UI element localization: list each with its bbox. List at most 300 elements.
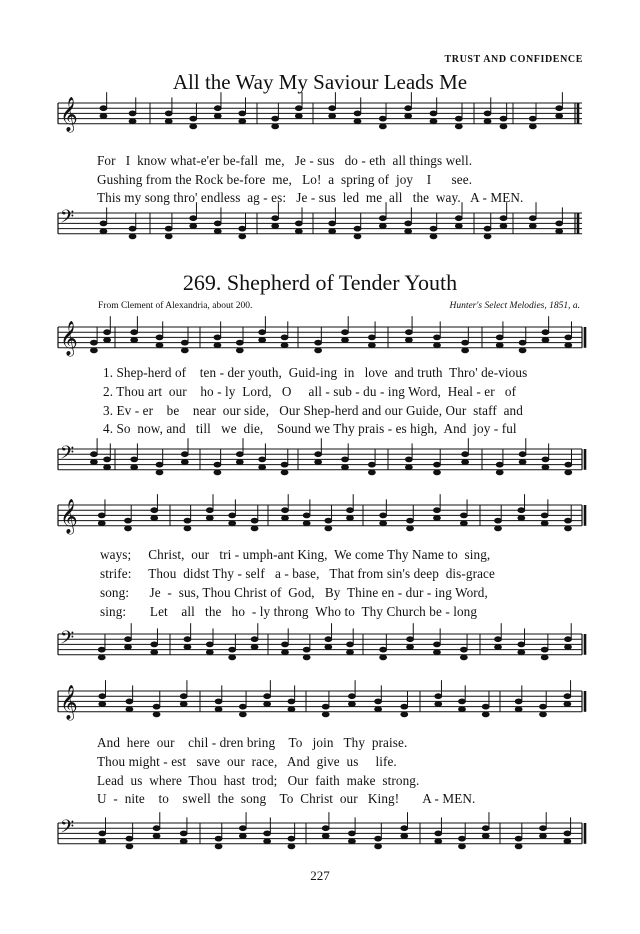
note-head	[500, 224, 507, 229]
note-head	[519, 340, 526, 345]
system3-verse-4: U - nite to swell the song To Christ our King! A - MEN.	[97, 791, 476, 806]
note-head	[556, 106, 563, 111]
note-head	[315, 348, 322, 353]
note-head	[104, 330, 111, 335]
note-head	[482, 826, 489, 831]
note-head	[215, 707, 222, 712]
note-head	[251, 637, 258, 642]
note-head	[98, 655, 105, 660]
note-head	[405, 229, 412, 234]
note-head	[435, 702, 442, 707]
note-head	[455, 116, 462, 121]
system2-verse-3: song: Je - sus, Thou Christ of God, By Thine en - dur - ing Word,	[100, 585, 488, 600]
note-head	[236, 340, 243, 345]
note-head	[325, 645, 332, 650]
note-head	[214, 106, 221, 111]
note-head	[455, 216, 462, 221]
note-head	[206, 642, 213, 647]
note-head	[460, 513, 467, 518]
note-head	[100, 221, 107, 226]
note-head	[100, 114, 107, 119]
note-head	[125, 526, 132, 531]
note-head	[153, 704, 160, 709]
note-head	[214, 221, 221, 226]
note-head	[368, 343, 375, 348]
note-head	[259, 330, 266, 335]
note-head	[564, 694, 571, 699]
note-head	[98, 521, 105, 526]
note-head	[288, 699, 295, 704]
note-head	[519, 452, 526, 457]
system3-verse-2: Thou might - est save our race, And give us life.	[97, 754, 397, 769]
note-head	[151, 650, 158, 655]
treble-clef-icon: 𝄞	[60, 97, 78, 132]
note-head	[405, 330, 412, 335]
note-head	[281, 470, 288, 475]
note-head	[405, 457, 412, 462]
note-head	[239, 226, 246, 231]
note-head	[347, 508, 354, 513]
note-head	[434, 650, 441, 655]
note-head	[215, 699, 222, 704]
note-head	[482, 712, 489, 717]
note-head	[151, 642, 158, 647]
note-head	[104, 465, 111, 470]
note-head	[495, 637, 502, 642]
note-head	[214, 335, 221, 340]
note-head	[435, 831, 442, 836]
note-head	[295, 114, 302, 119]
note-head	[434, 462, 441, 467]
note-head	[430, 119, 437, 124]
note-head	[214, 114, 221, 119]
note-head	[239, 704, 246, 709]
note-head	[518, 508, 525, 513]
note-head	[354, 111, 361, 116]
note-head	[565, 645, 572, 650]
note-head	[540, 834, 547, 839]
note-head	[184, 526, 191, 531]
note-head	[495, 526, 502, 531]
system1-verse-2: 2. Thou art our ho - ly Lord, O all - sub - du - ing Word, Heal - er of	[103, 384, 517, 399]
note-head	[126, 699, 133, 704]
note-head	[405, 114, 412, 119]
note-head	[434, 508, 441, 513]
note-head	[482, 704, 489, 709]
note-head	[322, 712, 329, 717]
note-head	[126, 844, 133, 849]
note-head	[462, 348, 469, 353]
note-head	[529, 116, 536, 121]
note-head	[190, 224, 197, 229]
note-head	[91, 460, 98, 465]
note-head	[541, 513, 548, 518]
note-head	[91, 348, 98, 353]
note-head	[329, 106, 336, 111]
note-head	[354, 226, 361, 231]
note-head	[349, 694, 356, 699]
note-head	[272, 124, 279, 129]
note-head	[541, 647, 548, 652]
note-head	[181, 340, 188, 345]
note-head	[264, 839, 271, 844]
note-head	[518, 516, 525, 521]
note-head	[405, 338, 412, 343]
note-head	[184, 645, 191, 650]
note-head	[239, 234, 246, 239]
hymn-268-lyric-verse-3: This my song thro' endless ag - es: Je - sus led me all the way. A - MEN.	[97, 190, 524, 205]
note-head	[459, 844, 466, 849]
system1-verse-1: 1. Shep-herd of ten - der youth, Guid-ing in love and truth Thro' de-vious	[103, 365, 528, 380]
note-head	[180, 839, 187, 844]
note-head	[236, 452, 243, 457]
note-head	[282, 508, 289, 513]
note-head	[156, 343, 163, 348]
note-head	[529, 124, 536, 129]
note-head	[434, 335, 441, 340]
note-head	[153, 834, 160, 839]
note-head	[229, 521, 236, 526]
note-head	[380, 655, 387, 660]
note-head	[375, 699, 382, 704]
note-head	[375, 844, 382, 849]
note-head	[99, 831, 106, 836]
page-number: 227	[310, 868, 330, 883]
hymn-268-lyric-verse-2: Gushing from the Rock be-fore me, Lo! a spring of joy I see.	[97, 172, 473, 187]
note-head	[129, 119, 136, 124]
note-head	[349, 702, 356, 707]
note-head	[556, 229, 563, 234]
note-head	[98, 513, 105, 518]
note-head	[153, 712, 160, 717]
note-head	[180, 702, 187, 707]
note-head	[542, 338, 549, 343]
note-head	[131, 457, 138, 462]
note-head	[542, 330, 549, 335]
note-head	[515, 707, 522, 712]
note-head	[329, 114, 336, 119]
note-head	[151, 508, 158, 513]
note-head	[99, 694, 106, 699]
note-head	[455, 124, 462, 129]
note-head	[288, 836, 295, 841]
note-head	[401, 712, 408, 717]
note-head	[375, 707, 382, 712]
note-head	[272, 116, 279, 121]
system2-verse-2: strife: Thou didst Thy - self a - base, That from sin's deep dis-grace	[100, 566, 495, 581]
note-head	[214, 343, 221, 348]
note-head	[322, 826, 329, 831]
note-head	[125, 518, 132, 523]
note-head	[125, 637, 132, 642]
note-head	[540, 704, 547, 709]
hymn-268-title: All the Way My Saviour Leads Me	[172, 70, 468, 94]
note-head	[295, 221, 302, 226]
note-head	[407, 518, 414, 523]
note-head	[126, 836, 133, 841]
note-head	[229, 655, 236, 660]
note-head	[515, 699, 522, 704]
note-head	[100, 106, 107, 111]
note-head	[484, 234, 491, 239]
note-head	[325, 526, 332, 531]
note-head	[540, 712, 547, 717]
note-head	[239, 834, 246, 839]
note-head	[529, 224, 536, 229]
note-head	[556, 114, 563, 119]
note-head	[542, 457, 549, 462]
note-head	[342, 330, 349, 335]
note-head	[519, 348, 526, 353]
note-head	[349, 839, 356, 844]
note-head	[347, 516, 354, 521]
note-head	[565, 637, 572, 642]
note-head	[281, 335, 288, 340]
note-head	[206, 650, 213, 655]
note-head	[214, 470, 221, 475]
note-head	[496, 462, 503, 467]
note-head	[380, 513, 387, 518]
note-head	[496, 470, 503, 475]
note-head	[565, 470, 572, 475]
note-head	[459, 707, 466, 712]
note-head	[565, 526, 572, 531]
note-head	[329, 221, 336, 226]
note-head	[434, 470, 441, 475]
system1-verse-3: 3. Ev - er be near our side, Our Shep-herd and our Guide, Our staff and	[103, 403, 523, 418]
note-head	[190, 116, 197, 121]
note-head	[129, 234, 136, 239]
note-head	[315, 340, 322, 345]
note-head	[315, 452, 322, 457]
note-head	[435, 694, 442, 699]
note-head	[434, 642, 441, 647]
note-head	[541, 655, 548, 660]
text-source-credit: From Clement of Alexandria, about 200.	[98, 301, 253, 311]
note-head	[190, 124, 197, 129]
note-head	[325, 518, 332, 523]
note-head	[495, 518, 502, 523]
note-head	[281, 343, 288, 348]
note-head	[329, 229, 336, 234]
note-head	[151, 516, 158, 521]
note-head	[104, 338, 111, 343]
note-head	[460, 647, 467, 652]
note-head	[459, 836, 466, 841]
note-head	[239, 119, 246, 124]
note-head	[131, 338, 138, 343]
note-head	[380, 521, 387, 526]
note-head	[407, 526, 414, 531]
note-head	[295, 229, 302, 234]
note-head	[215, 844, 222, 849]
tune-source-credit	[449, 301, 580, 311]
note-head	[407, 645, 414, 650]
note-head	[347, 650, 354, 655]
note-head	[368, 335, 375, 340]
note-head	[401, 834, 408, 839]
note-head	[518, 650, 525, 655]
note-head	[519, 460, 526, 465]
note-head	[347, 642, 354, 647]
note-head	[455, 224, 462, 229]
note-head	[496, 343, 503, 348]
treble-clef-icon: 𝄞	[60, 321, 78, 356]
note-head	[100, 229, 107, 234]
note-head	[181, 348, 188, 353]
note-head	[379, 116, 386, 121]
note-head	[379, 124, 386, 129]
note-head	[354, 119, 361, 124]
note-head	[482, 834, 489, 839]
note-head	[282, 642, 289, 647]
note-head	[405, 465, 412, 470]
note-head	[251, 526, 258, 531]
note-head	[206, 516, 213, 521]
note-head	[181, 460, 188, 465]
note-head	[325, 637, 332, 642]
note-head	[91, 340, 98, 345]
note-head	[405, 106, 412, 111]
note-head	[405, 221, 412, 226]
note-head	[430, 226, 437, 231]
note-head	[99, 702, 106, 707]
note-head	[259, 338, 266, 343]
system2-verse-1: ways; Christ, our tri - umph-ant King, We come Thy Name to sing,	[100, 547, 491, 562]
note-head	[380, 647, 387, 652]
note-head	[264, 694, 271, 699]
system1-verse-4: 4. So now, and till we die, Sound we Thy prais - es high, And joy - ful	[103, 421, 517, 436]
note-head	[564, 831, 571, 836]
note-head	[190, 216, 197, 221]
note-head	[529, 216, 536, 221]
note-head	[484, 111, 491, 116]
note-head	[368, 462, 375, 467]
note-head	[459, 699, 466, 704]
note-head	[368, 470, 375, 475]
note-head	[180, 694, 187, 699]
note-head	[303, 521, 310, 526]
note-head	[500, 124, 507, 129]
note-head	[541, 521, 548, 526]
note-head	[129, 111, 136, 116]
note-head	[303, 513, 310, 518]
running-head: TRUST AND CONFIDENCE	[444, 54, 583, 65]
note-head	[322, 834, 329, 839]
note-head	[349, 831, 356, 836]
note-head	[542, 465, 549, 470]
note-head	[565, 518, 572, 523]
note-head	[565, 335, 572, 340]
note-head	[236, 348, 243, 353]
note-head	[556, 221, 563, 226]
note-head	[565, 343, 572, 348]
note-head	[239, 111, 246, 116]
note-head	[165, 111, 172, 116]
note-head	[315, 460, 322, 465]
note-head	[251, 518, 258, 523]
hymn-269-title: 269. Shepherd of Tender Youth	[182, 270, 458, 295]
note-head	[165, 226, 172, 231]
note-head	[484, 119, 491, 124]
note-head	[462, 340, 469, 345]
note-head	[259, 465, 266, 470]
note-head	[156, 470, 163, 475]
treble-clef-icon: 𝄞	[60, 499, 78, 534]
bass-clef-icon: 𝄢	[60, 817, 75, 842]
note-head	[303, 647, 310, 652]
note-head	[460, 655, 467, 660]
tune-source-name: Hunter's Select Melodies,	[449, 301, 547, 311]
system3-verse-1: And here our chil - dren bring To join Thy praise.	[97, 735, 408, 750]
note-head	[99, 839, 106, 844]
note-head	[375, 836, 382, 841]
note-head	[281, 462, 288, 467]
note-head	[282, 516, 289, 521]
note-head	[215, 836, 222, 841]
note-head	[379, 224, 386, 229]
note-head	[91, 452, 98, 457]
note-head	[214, 462, 221, 467]
note-head	[272, 216, 279, 221]
tune-source-date: 1851, a.	[546, 301, 580, 311]
note-head	[264, 702, 271, 707]
note-head	[462, 460, 469, 465]
treble-clef-icon: 𝄞	[60, 685, 78, 720]
note-head	[540, 826, 547, 831]
note-head	[125, 645, 132, 650]
note-head	[126, 707, 133, 712]
note-head	[288, 707, 295, 712]
note-head	[434, 343, 441, 348]
note-head	[214, 229, 221, 234]
bass-clef-icon: 𝄢	[60, 628, 75, 653]
note-head	[500, 116, 507, 121]
bass-clef-icon: 𝄢	[60, 443, 75, 468]
note-head	[495, 645, 502, 650]
note-head	[272, 224, 279, 229]
note-head	[264, 831, 271, 836]
note-head	[181, 452, 188, 457]
note-head	[515, 836, 522, 841]
note-head	[180, 831, 187, 836]
note-head	[131, 330, 138, 335]
note-head	[322, 704, 329, 709]
note-head	[401, 704, 408, 709]
note-head	[496, 335, 503, 340]
hymn-268-lyric-verse-1: For I know what-e'er be-fall me, Je - sus do - eth all things well.	[97, 153, 473, 168]
note-head	[239, 826, 246, 831]
note-head	[564, 839, 571, 844]
note-head	[153, 826, 160, 831]
note-head	[156, 462, 163, 467]
note-head	[229, 513, 236, 518]
note-head	[259, 457, 266, 462]
note-head	[564, 702, 571, 707]
note-head	[460, 521, 467, 526]
system3-verse-3: Lead us where Thou hast trod; Our faith make strong.	[97, 773, 420, 788]
note-head	[184, 518, 191, 523]
note-head	[342, 457, 349, 462]
note-head	[165, 119, 172, 124]
note-head	[98, 647, 105, 652]
bass-clef-icon: 𝄢	[60, 207, 75, 232]
note-head	[303, 655, 310, 660]
note-head	[131, 465, 138, 470]
note-head	[565, 462, 572, 467]
bar-lines	[58, 103, 585, 844]
note-head	[518, 642, 525, 647]
